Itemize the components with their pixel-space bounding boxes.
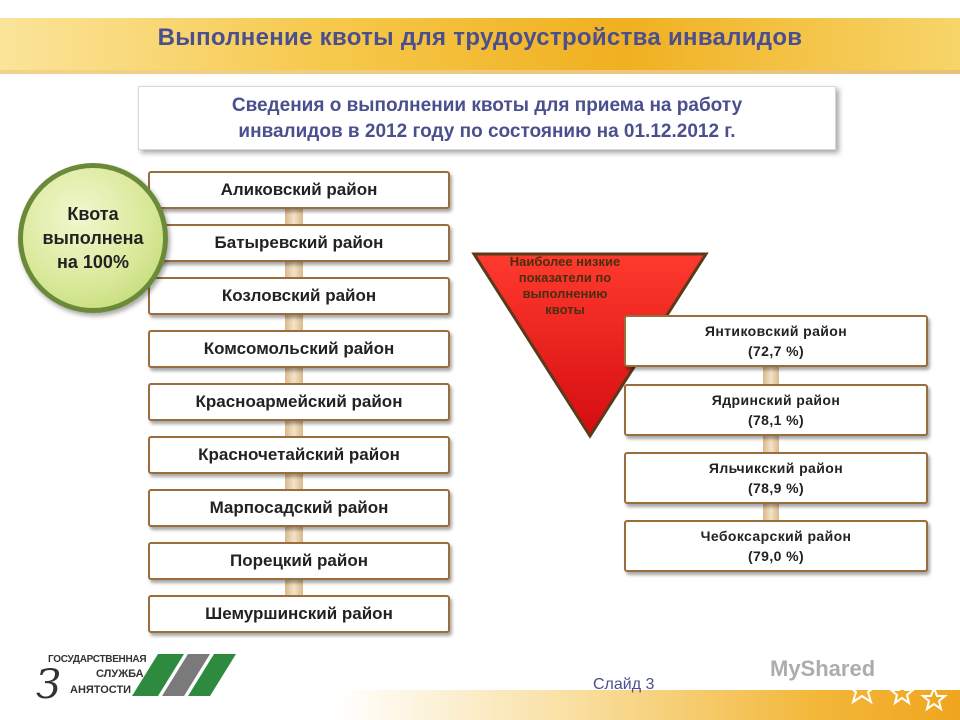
low-district-name: Чебоксарский район [700, 528, 852, 544]
district-name: Порецкий район [230, 551, 368, 570]
lowest-indicator-label: Наиболее низкие показатели по выполнению квоты [509, 254, 621, 317]
district-box [148, 595, 450, 633]
low-district-value: (72,7 %) [747, 343, 805, 359]
district-box [148, 171, 450, 209]
district-box [148, 383, 450, 421]
low-district-box [624, 452, 928, 504]
low-district-box [624, 384, 928, 436]
low-district-box [624, 315, 928, 367]
low-district-value: (78,9 %) [747, 480, 805, 496]
low-district-box [624, 520, 928, 572]
quota-fulfilled-text: Квота выполнена на 100% [42, 204, 144, 272]
district-name: Комсомольский район [203, 339, 395, 358]
district-box [148, 436, 450, 474]
logo-line-2: СЛУЖБА [96, 668, 144, 680]
district-box [148, 330, 450, 368]
logo-digit: З [36, 662, 61, 708]
slide-title: Выполнение квоты для трудоустройства инвалидов [157, 24, 803, 51]
slide-number: Слайд 3 [593, 676, 655, 693]
watermark-text: MyShared [770, 656, 876, 681]
district-name: Козловский район [221, 286, 377, 305]
district-box [148, 224, 450, 262]
district-box [148, 277, 450, 315]
employment-service-logo [36, 652, 236, 708]
district-name: Батыревский район [214, 233, 384, 252]
subtitle-line-1: Сведения о выполнении квоты для приема на работу [231, 95, 743, 116]
low-district-name: Яльчикский район [708, 460, 844, 476]
logo-line-1: ГОСУДАРСТВЕННАЯ [48, 654, 147, 665]
district-name: Аликовский район [220, 180, 378, 199]
district-name: Красноармейский район [195, 392, 403, 411]
district-name: Шемуршинский район [205, 604, 393, 623]
district-name: Красночетайский район [198, 445, 400, 464]
decorative-stars-icon [842, 668, 952, 718]
low-district-name: Янтиковский район [704, 323, 848, 339]
district-box [148, 542, 450, 580]
district-box [148, 489, 450, 527]
low-district-value: (78,1 %) [747, 412, 805, 428]
logo-line-3: АНЯТОСТИ [70, 684, 132, 696]
low-district-value: (79,0 %) [747, 548, 805, 564]
subtitle-line-2: инвалидов в 2012 году по состоянию на 01.12.2012 г. [238, 121, 736, 142]
quota-fulfilled-badge [18, 163, 168, 313]
logo-stripes-icon [132, 654, 236, 696]
subtitle-box [138, 86, 836, 150]
district-name: Марпосадский район [209, 498, 389, 517]
low-district-name: Ядринский район [711, 392, 841, 408]
